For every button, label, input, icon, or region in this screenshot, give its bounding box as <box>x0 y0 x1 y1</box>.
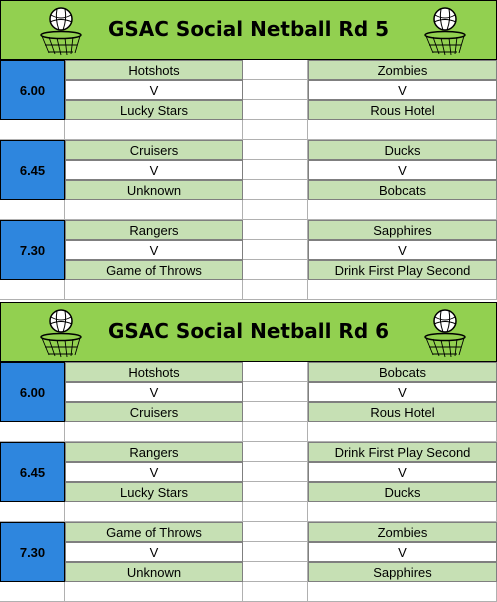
blank-cell <box>65 200 243 220</box>
fixture-row <box>0 542 497 562</box>
spacer-cell <box>243 260 308 280</box>
home-team-bottom: Cruisers <box>65 402 243 422</box>
netball-hoop-icon <box>35 5 87 57</box>
spacer-cell <box>243 100 308 120</box>
fixture-row <box>0 362 497 382</box>
away-team-bottom: Rous Hotel <box>308 402 497 422</box>
blank-cell <box>65 120 243 140</box>
spacer-cell <box>243 60 308 80</box>
fixture-row <box>0 180 497 200</box>
away-versus: V <box>308 240 497 260</box>
home-team-top: Rangers <box>65 220 243 240</box>
spacer-cell <box>243 522 308 542</box>
spacer-cell <box>243 362 308 382</box>
spacer-cell <box>243 140 308 160</box>
home-versus: V <box>65 80 243 100</box>
fixture-row <box>0 240 497 260</box>
blank-cell <box>65 502 243 522</box>
fixture-row <box>0 442 497 462</box>
blank-cell <box>65 582 243 602</box>
blank-row <box>0 120 497 140</box>
fixture-row <box>0 382 497 402</box>
fixture-row <box>0 160 497 180</box>
blank-cell <box>243 582 308 602</box>
home-team-bottom: Lucky Stars <box>65 100 243 120</box>
away-team-bottom: Ducks <box>308 482 497 502</box>
home-versus: V <box>65 542 243 562</box>
home-team-bottom: Unknown <box>65 180 243 200</box>
time-slot: 7.30 <box>0 522 65 582</box>
home-team-bottom: Lucky Stars <box>65 482 243 502</box>
away-team-top: Zombies <box>308 522 497 542</box>
home-team-top: Rangers <box>65 442 243 462</box>
spacer-cell <box>243 462 308 482</box>
blank-cell <box>65 280 243 300</box>
spacer-cell <box>243 220 308 240</box>
fixture-row <box>0 482 497 502</box>
away-versus: V <box>308 542 497 562</box>
blank-cell <box>308 582 497 602</box>
fixture-row <box>0 462 497 482</box>
blank-cell <box>0 120 65 140</box>
away-team-bottom: Rous Hotel <box>308 100 497 120</box>
home-team-top: Hotshots <box>65 60 243 80</box>
spacer-cell <box>243 80 308 100</box>
netball-hoop-icon <box>419 5 471 57</box>
netball-hoop-icon <box>35 307 87 359</box>
time-slot: 7.30 <box>0 220 65 280</box>
home-versus: V <box>65 382 243 402</box>
away-versus: V <box>308 462 497 482</box>
blank-cell <box>0 422 65 442</box>
spacer-cell <box>243 160 308 180</box>
home-team-top: Cruisers <box>65 140 243 160</box>
blank-cell <box>0 200 65 220</box>
round-header <box>0 302 497 362</box>
away-team-top: Ducks <box>308 140 497 160</box>
home-versus: V <box>65 462 243 482</box>
spacer-cell <box>243 482 308 502</box>
away-team-bottom: Drink First Play Second <box>308 260 497 280</box>
fixture-row <box>0 260 497 280</box>
blank-cell <box>0 582 65 602</box>
blank-row <box>0 502 497 522</box>
fixture-row <box>0 80 497 100</box>
home-team-top: Game of Throws <box>65 522 243 542</box>
round-title: GSAC Social Netball Rd 6 <box>107 319 390 343</box>
fixture-row <box>0 220 497 240</box>
spacer-cell <box>243 562 308 582</box>
blank-cell <box>308 280 497 300</box>
blank-cell <box>243 422 308 442</box>
blank-cell <box>243 502 308 522</box>
round-header <box>0 0 497 60</box>
fixture-row <box>0 140 497 160</box>
blank-cell <box>308 120 497 140</box>
away-team-bottom: Bobcats <box>308 180 497 200</box>
blank-cell <box>308 200 497 220</box>
time-slot: 6.00 <box>0 362 65 422</box>
time-slot: 6.45 <box>0 140 65 200</box>
blank-cell <box>243 200 308 220</box>
spacer-cell <box>243 542 308 562</box>
fixture-row <box>0 562 497 582</box>
home-versus: V <box>65 240 243 260</box>
away-team-top: Bobcats <box>308 362 497 382</box>
home-team-bottom: Unknown <box>65 562 243 582</box>
blank-cell <box>65 422 243 442</box>
spacer-cell <box>243 382 308 402</box>
away-team-top: Sapphires <box>308 220 497 240</box>
blank-cell <box>308 422 497 442</box>
away-versus: V <box>308 80 497 100</box>
away-team-top: Zombies <box>308 60 497 80</box>
blank-row <box>0 280 497 300</box>
blank-cell <box>308 502 497 522</box>
round-title: GSAC Social Netball Rd 5 <box>107 17 390 41</box>
away-team-top: Drink First Play Second <box>308 442 497 462</box>
away-versus: V <box>308 382 497 402</box>
spacer-cell <box>243 240 308 260</box>
fixture-row <box>0 522 497 542</box>
home-team-bottom: Game of Throws <box>65 260 243 280</box>
fixture-row <box>0 60 497 80</box>
fixture-row <box>0 100 497 120</box>
home-versus: V <box>65 160 243 180</box>
home-team-top: Hotshots <box>65 362 243 382</box>
blank-row <box>0 200 497 220</box>
blank-cell <box>243 120 308 140</box>
time-slot: 6.00 <box>0 60 65 120</box>
fixture-row <box>0 402 497 422</box>
blank-row <box>0 582 497 602</box>
away-team-bottom: Sapphires <box>308 562 497 582</box>
time-slot: 6.45 <box>0 442 65 502</box>
blank-cell <box>0 502 65 522</box>
away-versus: V <box>308 160 497 180</box>
spacer-cell <box>243 442 308 462</box>
blank-row <box>0 422 497 442</box>
blank-cell <box>0 280 65 300</box>
spacer-cell <box>243 402 308 422</box>
netball-hoop-icon <box>419 307 471 359</box>
spacer-cell <box>243 180 308 200</box>
blank-cell <box>243 280 308 300</box>
